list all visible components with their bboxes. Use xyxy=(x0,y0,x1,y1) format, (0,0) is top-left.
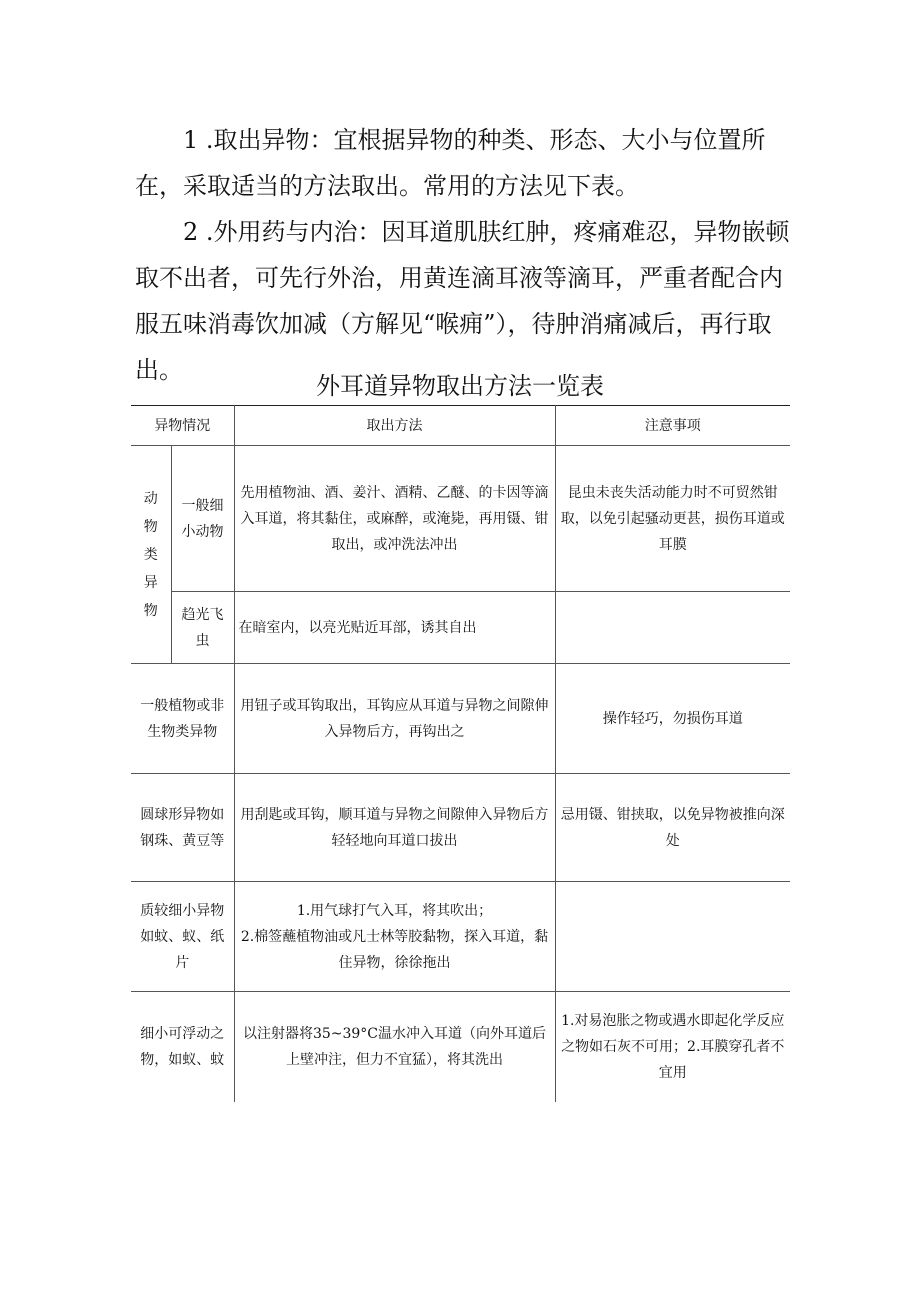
method-line-2: 2.棉签蘸植物油或凡士林等胶黏物，探入耳道，黏住异物，徐徐拖出 xyxy=(240,928,549,971)
case-cell: 一般细小动物 xyxy=(171,446,234,592)
table-row xyxy=(131,992,790,1102)
method-cell: 用刮匙或耳钩，顺耳道与异物之间隙伸入异物后方轻轻地向耳道口拔出 xyxy=(234,774,555,882)
header-method: 取出方法 xyxy=(234,406,555,446)
header-case: 异物情况 xyxy=(131,406,234,446)
paragraph-1: 1 .取出异物：宜根据异物的种类、形态、大小与位置所在，采取适当的方法取出。常用的方法见下表。 xyxy=(135,126,766,200)
method-line-1: 1.用气球打气入耳，将其吹出； xyxy=(296,902,493,919)
table-row xyxy=(131,446,790,592)
note-cell xyxy=(555,882,790,992)
note-cell xyxy=(555,592,790,664)
method-cell: 用钮子或耳钩取出，耳钩应从耳道与异物之间隙伸入异物后方，再钩出之 xyxy=(234,664,555,774)
method-cell xyxy=(234,882,555,992)
header-note: 注意事项 xyxy=(555,406,790,446)
case-cell: 趋光飞虫 xyxy=(171,592,234,664)
case-cell: 质较细小异物如蚊、蚁、纸片 xyxy=(131,882,234,992)
case-cell: 一般植物或非生物类异物 xyxy=(131,664,234,774)
table-header-row xyxy=(131,406,790,446)
foreign-body-table xyxy=(131,405,790,1102)
table-title: 外耳道异物取出方法一览表 xyxy=(316,372,604,400)
method-cell: 以注射器将35~39°C温水冲入耳道（向外耳道后上壁冲注，但力不宜猛），将其洗出 xyxy=(234,992,555,1102)
case-cell: 圆球形异物如钢珠、黄豆等 xyxy=(131,774,234,882)
note-cell: 1.对易泡胀之物或遇水即起化学反应之物如石灰不可用；2.耳膜穿孔者不宜用 xyxy=(555,992,790,1102)
table-row xyxy=(131,882,790,992)
paragraph-2: 2 .外用药与内治：因耳道肌肤红肿，疼痛难忍，异物嵌顿取不出者，可先行外治，用黄连滴耳液等滴耳，严重者配合内服五味消毒饮加减（方解见“喉痈”），待肿消痛减后，再行取出。 xyxy=(135,218,790,384)
note-cell: 昆虫未丧失活动能力时不可贸然钳取，以免引起骚动更甚，损伤耳道或耳膜 xyxy=(555,446,790,592)
table-row xyxy=(131,664,790,774)
case-cell: 细小可浮动之物，如蚁、蚊 xyxy=(131,992,234,1102)
animal-group-label: 动物类异物 xyxy=(143,490,158,619)
method-cell: 在暗室内，以亮光贴近耳部，诱其自出 xyxy=(234,592,555,664)
method-cell: 先用植物油、酒、姜汁、酒精、乙醚、的卡因等滴入耳道，将其黏住，或麻醉，或淹毙，再用镊、钳取出，或冲洗法冲出 xyxy=(234,446,555,592)
note-cell: 忌用镊、钳挟取，以免异物被推向深处 xyxy=(555,774,790,882)
animal-group-cell xyxy=(131,446,171,664)
table-row xyxy=(131,774,790,882)
table-row xyxy=(131,592,790,664)
note-cell: 操作轻巧，勿损伤耳道 xyxy=(555,664,790,774)
